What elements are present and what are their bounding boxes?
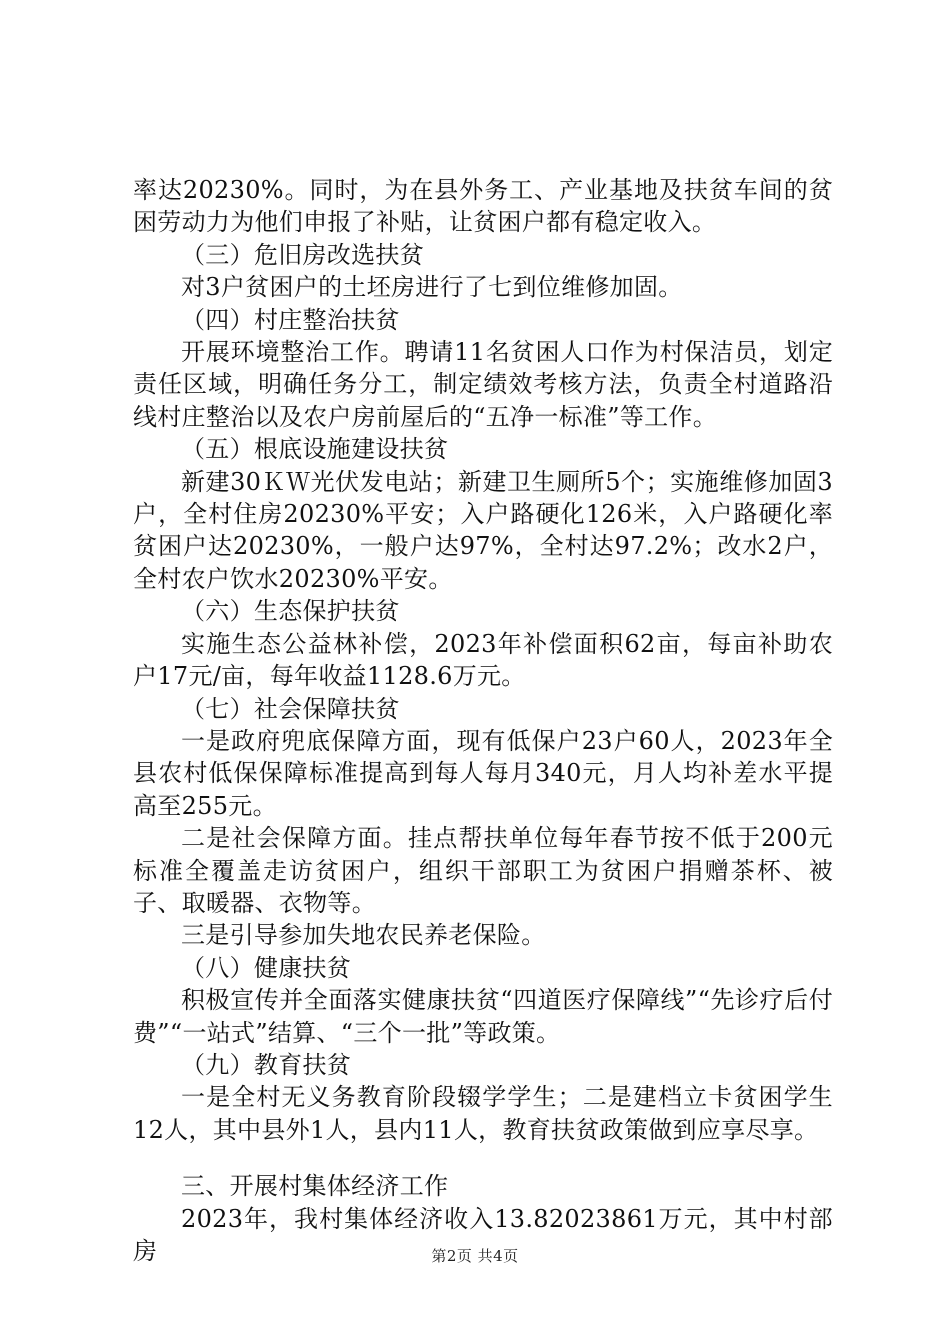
section-heading: （五）根底设施建设扶贫 [181, 435, 449, 464]
section-heading: 三、开展村集体经济工作 [181, 1172, 449, 1201]
body-paragraph: 三是引导参加失地农民养老保险。 [181, 921, 546, 950]
body-paragraph: 实施生态公益林补偿，2023年补偿面积62亩，每亩补助农户17元/亩，每年收益1128.6万元。 [133, 629, 833, 691]
body-paragraph: 2023年，我村集体经济收入13.82023861万元，其中村部房 [133, 1204, 833, 1265]
body-paragraph: 开展环境整治工作。聘请11名贫困人口作为村保洁员，划定责任区域，明确任务分工，制定绩效考核方法，负责全村道路沿线村庄整治以及农户房前屋后的“五净一标准”等工作。 [133, 338, 833, 431]
section-heading: （三）危旧房改选扶贫 [181, 240, 424, 269]
section-heading: （六）生态保护扶贫 [181, 597, 400, 626]
body-paragraph: 一是政府兜底保障方面，现有低保户23户60人，2023年全县农村低保保障标准提高到每人每月340元，月人均补差水平提高至255元。 [133, 726, 833, 820]
section-heading: （九）教育扶贫 [181, 1050, 352, 1079]
page-footer: 第2页 共4页 [431, 1247, 519, 1265]
section-spacer [133, 1146, 833, 1170]
section-heading: （八）健康扶贫 [181, 953, 352, 982]
document-body [133, 174, 833, 1267]
body-paragraph: 积极宣传并全面落实健康扶贫“四道医疗保障线”“先诊疗后付费”“一站式”结算、“三个一批”等政策。 [133, 986, 833, 1047]
section-heading: （四）村庄整治扶贫 [181, 305, 400, 334]
section-heading: （七）社会保障扶贫 [181, 694, 400, 723]
body-paragraph: 一是全村无义务教育阶段辍学学生；二是建档立卡贫困学生12人，其中县外1人，县内11人，教育扶贫政策做到应享尽享。 [133, 1083, 833, 1144]
body-paragraph: 新建30ＫＷ光伏发电站；新建卫生厕所5个；实施维修加固3户，全村住房20230%平安；入户路硬化126米，入户路硬化率贫困户达20230%，一般户达97%，全村达97.2%；改水2户，全村农户饮水20230%平安。 [133, 467, 833, 593]
body-paragraph: 二是社会保障方面。挂点帮扶单位每年春节按不低于200元标准全覆盖走访贫困户，组织干部职工为贫困户捐赠茶杯、被子、取暖器、衣物等。 [133, 824, 833, 917]
body-paragraph: 对3户贫困户的土坯房进行了七到位维修加固。 [181, 273, 683, 302]
continuation-paragraph: 率达20230%。同时，为在县外务工、产业基地及扶贫车间的贫困劳动力为他们申报了补贴，让贫困户都有稳定收入。 [133, 176, 833, 237]
